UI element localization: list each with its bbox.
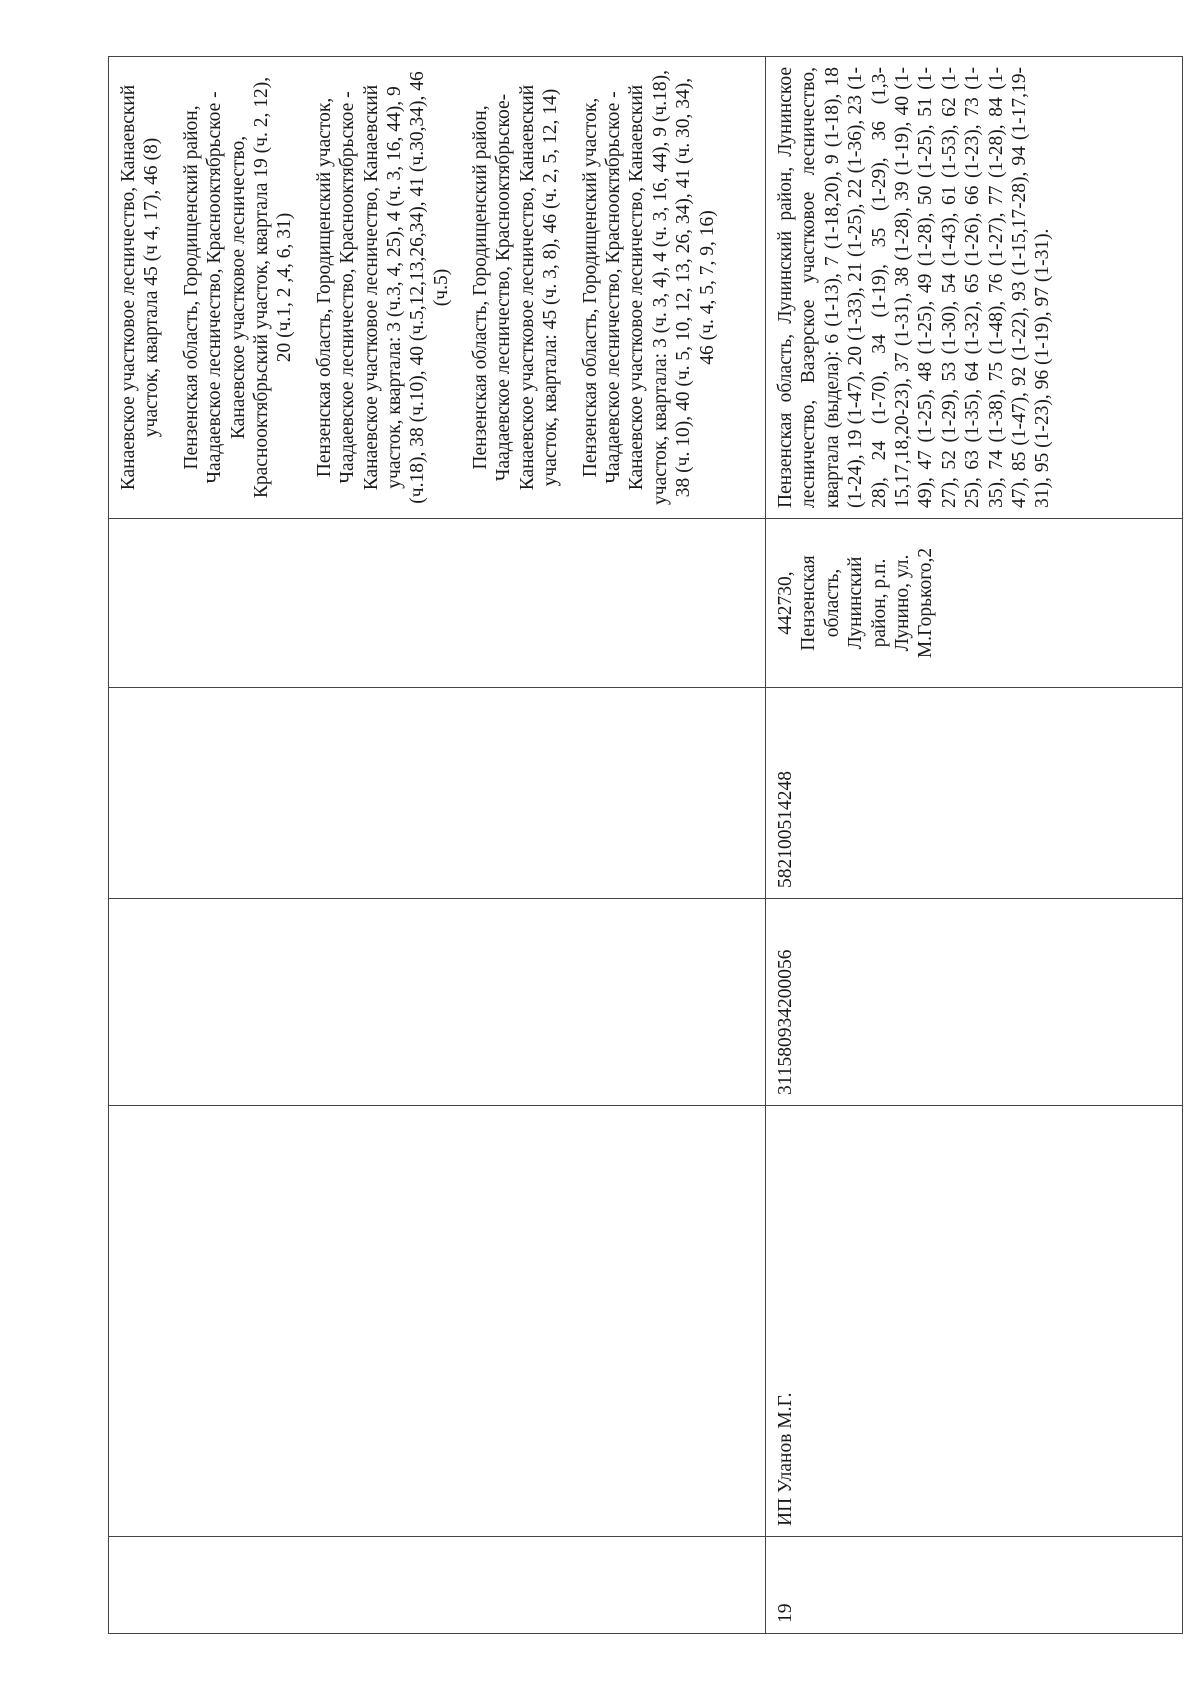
row-number: 19 (766, 1537, 1183, 1634)
ogrn-value: 311580934200056 (766, 899, 1183, 1106)
registry-table (108, 56, 1183, 1634)
cell-inn-empty (109, 688, 766, 899)
cell-address-empty (109, 519, 766, 688)
address-value: 442730, Пензенская область, Лунинский район, р.п. Лунино, ул. М.Горького,2 (766, 519, 1183, 688)
location-paragraph: Пензенская область, Городищенский участок, Чаадаевское лесничество, Краснооктябрьское - Канаевское участковое лесничество, Канаевский участок, квартала: 3 (ч.3, 4, 25), 4 (ч. 3, 16, 44), 9 (ч.18), 38 (ч.10), 40 (ч.5,12,13,26,34), 41 (ч.30,34), 46 (ч.5) (313, 71, 452, 504)
inn-value: 582100514248 (766, 688, 1183, 899)
table-row-continuation (109, 57, 766, 1634)
location-paragraph: Пензенская область, Городищенский участок, Чаадаевское лесничество, Краснооктябрьское - Канаевское участковое лесничество, Канаевский участок, квартала: 3 (ч. 3, 4), 4 (ч. 3, 16, 44), 9 (ч.18), 38 (ч. 10), 40 (ч. 5, 10, 12, 13, 26, 34), 41 (ч. 30, 34), 46 (ч. 4, 5, 7, 9, 16) (579, 70, 718, 505)
cell-number-empty (109, 1537, 766, 1634)
location-paragraph: Пензенская область, Городищенский район, Чаадаевское лесничество, Краснооктябрьское - Канаевское участковое лесничество, Краснооктябрьский участок, квартала 19 (ч. 2, 12), 20 (ч.1, 2 ,4, 6, 31) (180, 76, 296, 499)
entrepreneur-name: ИП Уланов М.Г. (766, 1106, 1183, 1537)
location-paragraph: Пензенская область, Городищенский район, Чаадаевское лесничество, Краснооктябрьское- Канаевское участковое лесничество, Канаевский участок, квартала: 45 (ч. 3, 8), 46 (ч. 2, 5, 12, 14) (470, 84, 562, 491)
table-row (766, 57, 1183, 1634)
location-paragraph: Канаевское участковое лесничество, Канаевский участок, квартала 45 (ч 4, 17), 46 (8) (118, 84, 163, 491)
cell-ogrn-empty (109, 899, 766, 1106)
cell-location-continued (109, 57, 766, 519)
cell-name-empty (109, 1106, 766, 1537)
location-description: Пензенская область, Лунинский район, Лунинское лесничество, Вазерское участковое лесничество, квартала (выдела): 6 (1-13), 7 (1-18,20), 9 (1-18), 18 (1-24), 19 (1-47), 20 (1-33), 21 (1-25), 22 (1-36), 23 (1-28), 24 (1-70), 34 (1-19), 35 (1-29), 36 (1,3-15,17,18,20-23), 37 (1-31), 38 (1-28), 39 (1-19), 40 (1-49), 47 (1-25), 48 (1-25), 49 (1-28), 50 (1-25), 51 (1-27), 52 (1-29), 53 (1-30), 54 (1-43), 61 (1-53), 62 (1-25), 63 (1-35), 64 (1-32), 65 (1-26), 66 (1-23), 73 (1-35), 74 (1-38), 75 (1-48), 76 (1-27), 77 (1-28), 84 (1-47), 85 (1-47), 92 (1-22), 93 (1-15,17-28), 94 (1-17,19-31), 95 (1-23), 96 (1-19), 97 (1-31). (766, 57, 1183, 519)
